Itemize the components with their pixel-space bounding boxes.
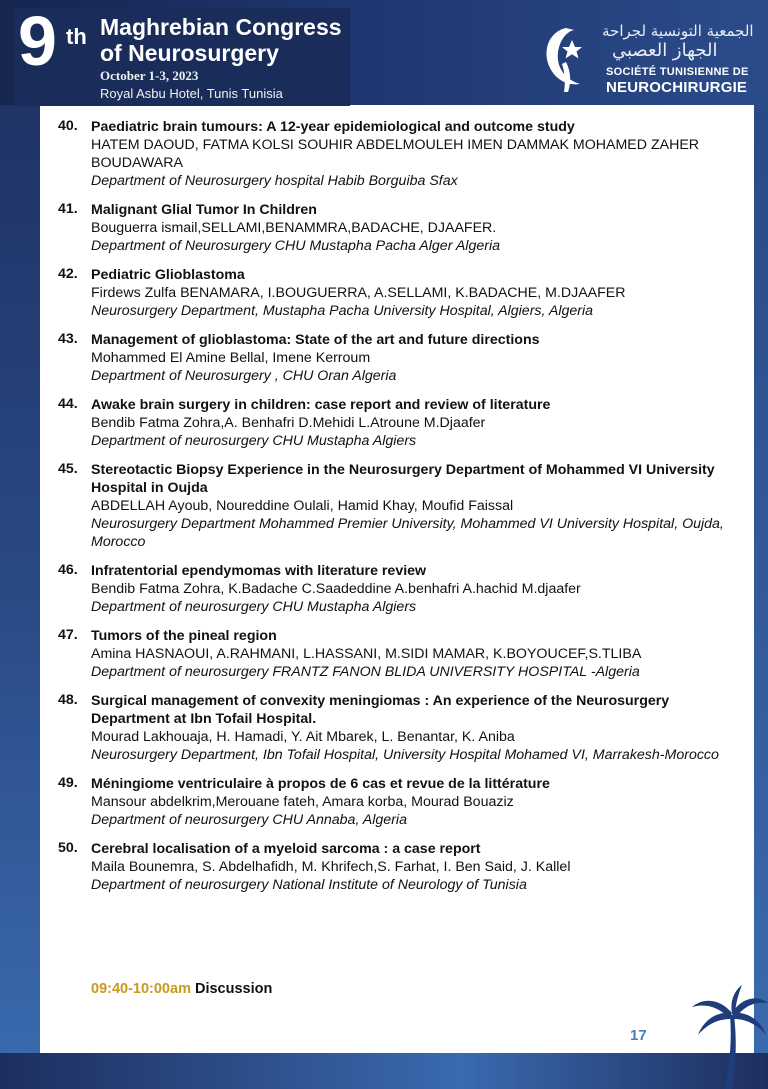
entry-title: Méningiome ventriculaire à propos de 6 cas et revue de la littérature	[91, 776, 550, 792]
entry-number: 40.	[58, 118, 78, 134]
society-arabic-line1: الجمعية التونسية لجراحة	[602, 22, 754, 40]
society-arabic-line2: الجهاز العصبي	[612, 40, 718, 61]
entry-body	[91, 201, 748, 255]
entry-authors: Mohammed El Amine Bellal, Imene Kerroum	[91, 350, 371, 366]
entry-authors: Amina HASNAOUI, A.RAHMANI, L.HASSANI, M.SIDI MAMAR, K.BOYOUCEF,S.TLIBA	[91, 646, 642, 662]
entry-title: Paediatric brain tumours: A 12-year epidemiological and outcome study	[91, 119, 575, 135]
abstract-entry	[58, 775, 748, 829]
entry-title: Tumors of the pineal region	[91, 628, 277, 644]
entry-authors: Firdews Zulfa BENAMARA, I.BOUGUERRA, A.SELLAMI, K.BADACHE, M.DJAAFER	[91, 285, 626, 301]
entry-department: Department of neurosurgery National Institute of Neurology of Tunisia	[91, 877, 527, 893]
entry-number: 42.	[58, 266, 78, 282]
edition-suffix: th	[66, 24, 87, 49]
entry-authors: HATEM DAOUD, FATMA KOLSI SOUHIR ABDELMOULEH IMEN DAMMAK MOHAMED ZAHER BOUDAWARA	[91, 137, 700, 171]
session-label: Discussion	[194, 981, 273, 997]
entry-authors: Maila Bounemra, S. Abdelhafidh, M. Khrifech,S. Farhat, I. Ben Said, J. Kallel	[91, 859, 571, 875]
left-frame-band	[0, 0, 40, 1089]
abstract-entry	[58, 118, 748, 190]
entry-body	[91, 692, 748, 764]
entry-number: 48.	[58, 692, 78, 708]
entry-title: Malignant Glial Tumor In Children	[91, 202, 317, 218]
entry-authors: Bendib Fatma Zohra,A. Benhafri D.Mehidi L.Atroune M.Djaafer	[91, 415, 486, 431]
entry-number: 47.	[58, 627, 78, 643]
palm-tree-icon	[690, 985, 768, 1089]
society-french-line1: SOCIÉTÉ TUNISIENNE DE	[606, 66, 749, 78]
entry-department: Department of neurosurgery CHU Annaba, Algeria	[91, 812, 407, 828]
entry-department: Department of neurosurgery CHU Mustapha Algiers	[91, 599, 417, 615]
society-logo-icon	[536, 22, 596, 94]
entry-number: 49.	[58, 775, 78, 791]
entry-authors: ABDELLAH Ayoub, Noureddine Oulali, Hamid Khay, Moufid Faissal	[91, 498, 514, 514]
bottom-frame-band	[0, 1053, 768, 1089]
entry-title: Pediatric Glioblastoma	[91, 267, 245, 283]
edition-number: 9	[18, 2, 57, 80]
abstract-entry	[58, 562, 748, 616]
abstract-entry	[58, 266, 748, 320]
page-number: 17	[630, 1027, 647, 1044]
entry-authors: Mourad Lakhouaja, H. Hamadi, Y. Ait Mbarek, L. Benantar, K. Aniba	[91, 729, 515, 745]
entry-title: Management of glioblastoma: State of the art and future directions	[91, 332, 540, 348]
abstract-entry	[58, 201, 748, 255]
entry-department: Department of Neurosurgery hospital Habib Borguiba Sfax	[91, 173, 458, 189]
congress-title-line1: Maghrebian Congress	[100, 14, 342, 40]
congress-dates: October 1-3, 2023	[100, 68, 199, 83]
entry-title: Cerebral localisation of a myeloid sarcoma : a case report	[91, 841, 481, 857]
abstract-list	[58, 118, 748, 905]
entry-number: 45.	[58, 461, 78, 477]
entry-body	[91, 562, 748, 616]
entry-number: 46.	[58, 562, 78, 578]
entry-body	[91, 396, 748, 450]
entry-department: Neurosurgery Department Mohammed Premier University, Mohammed VI University Hospital, Oujda, Morocco	[91, 516, 724, 550]
abstract-entry	[58, 692, 748, 764]
entry-title: Stereotactic Biopsy Experience in the Neurosurgery Department of Mohammed VI University Hospital in Oujda	[91, 462, 715, 496]
congress-title-line2: of Neurosurgery	[100, 40, 279, 66]
entry-body	[91, 840, 748, 894]
entry-number: 44.	[58, 396, 78, 412]
abstract-entry	[58, 840, 748, 894]
entry-body	[91, 627, 748, 681]
page-header	[0, 0, 768, 105]
abstract-entry	[58, 461, 748, 551]
entry-department: Department of neurosurgery FRANTZ FANON BLIDA UNIVERSITY HOSPITAL -Algeria	[91, 664, 640, 680]
entry-department: Neurosurgery Department, Mustapha Pacha University Hospital, Algiers, Algeria	[91, 303, 594, 319]
entry-body	[91, 266, 748, 320]
entry-body	[91, 461, 748, 551]
entry-body	[91, 331, 748, 385]
abstract-entry	[58, 627, 748, 681]
session-time: 09:40-10:00am	[91, 981, 191, 997]
entry-title: Awake brain surgery in children: case report and review of literature	[91, 397, 551, 413]
entry-title: Infratentorial ependymomas with literature review	[91, 563, 427, 579]
entry-authors: Bouguerra ismail,SELLAMI,BENAMMRA,BADACHE, DJAAFER.	[91, 220, 497, 236]
entry-department: Neurosurgery Department, Ibn Tofail Hospital, University Hospital Mohamed VI, Marrakesh-Morocco	[91, 747, 719, 763]
entry-title: Surgical management of convexity meningiomas : An experience of the Neurosurgery Department at Ibn Tofail Hospital.	[91, 693, 670, 727]
entry-body	[91, 118, 748, 190]
abstract-entry	[58, 396, 748, 450]
society-french-line2: NEUROCHIRURGIE	[606, 79, 748, 96]
entry-body	[91, 775, 748, 829]
entry-department: Department of Neurosurgery , CHU Oran Algeria	[91, 368, 397, 384]
congress-venue: Royal Asbu Hotel, Tunis Tunisia	[100, 86, 283, 101]
abstract-entry	[58, 331, 748, 385]
entry-number: 41.	[58, 201, 78, 217]
right-frame-band	[754, 105, 768, 1089]
session-slot	[91, 981, 272, 997]
entry-authors: Bendib Fatma Zohra, K.Badache C.Saadeddine A.benhafri A.hachid M.djaafer	[91, 581, 581, 597]
entry-number: 50.	[58, 840, 78, 856]
entry-department: Department of neurosurgery CHU Mustapha Algiers	[91, 433, 417, 449]
entry-number: 43.	[58, 331, 78, 347]
entry-authors: Mansour abdelkrim,Merouane fateh, Amara korba, Mourad Bouaziz	[91, 794, 514, 810]
entry-department: Department of Neurosurgery CHU Mustapha Pacha Alger Algeria	[91, 238, 500, 254]
